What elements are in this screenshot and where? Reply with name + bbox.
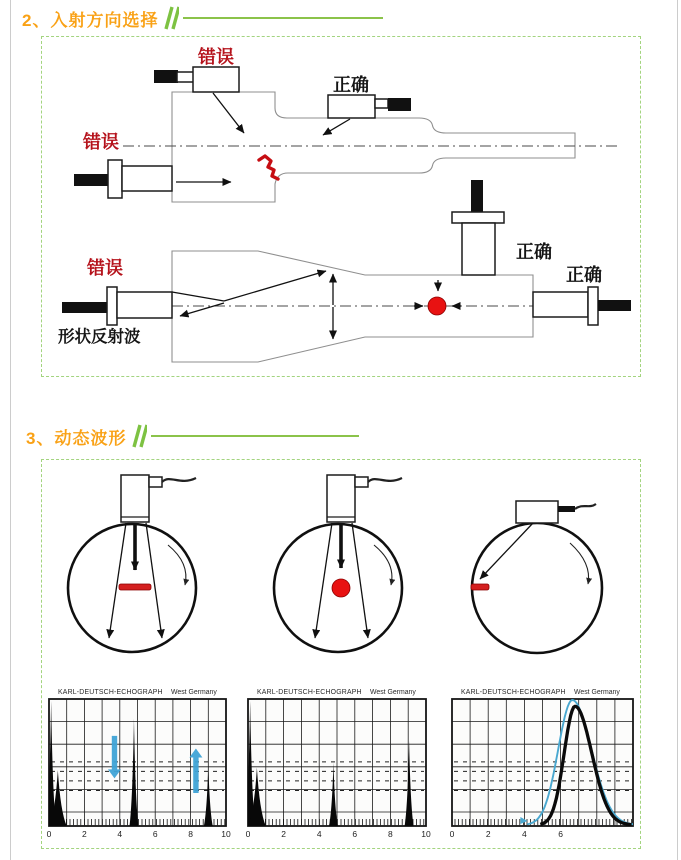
probe-flange [107,287,117,325]
rotation-arrow [570,543,589,584]
x-tick-label: 10 [421,829,431,839]
side-beam-right [352,523,368,638]
scope-origin-label: West Germany [370,689,416,696]
upper-shaft-diagram [74,46,617,202]
probe-cable [74,174,108,186]
probe-body [327,475,355,522]
x-tick-label: 10 [221,829,231,839]
defect-dot [428,297,446,315]
round-defect-dot [332,579,350,597]
label-correct-mid: 正确 [333,75,369,95]
probe-cable [471,180,483,213]
probe-connector [149,477,162,487]
label-wrong-lower: 错误 [87,258,123,278]
probe-cable-wire [368,478,402,482]
x-tick-label: 2 [281,829,286,839]
probe-top-wrong [154,67,239,92]
x-tick-label: 0 [46,829,52,839]
scope-origin-label: West Germany [574,689,620,696]
probe-body [328,95,375,118]
probe-cable [388,98,411,111]
x-tick-label: 6 [558,829,563,839]
probe-flange [588,287,598,325]
surface-defect-bar [471,584,489,590]
probe-cable-wire [162,478,196,482]
echograph-screen-2 [245,689,431,839]
probe-cable [598,300,631,311]
echograph-screen-1 [46,689,231,839]
probe-connector [375,99,388,108]
beam-arrow [323,119,350,135]
side-beam-left [315,523,332,638]
crack-defect [259,156,278,179]
scope-brand-label: KARL-DEUTSCH-ECHOGRAPH [58,689,163,696]
circle-specimen-3 [471,501,602,653]
scope-brand-label: KARL-DEUTSCH-ECHOGRAPH [461,689,566,696]
probe-body [122,166,172,191]
label-wrong-left: 错误 [83,132,119,152]
x-tick-label: 4 [522,829,527,839]
side-beam-left [109,523,126,638]
circle-specimen-2 [274,475,402,652]
x-tick-label: 2 [82,829,87,839]
section-2-title: 2、入射方向选择 [22,10,159,30]
echograph-screen-3 [450,689,636,839]
probe-cable-wire [575,504,596,509]
x-tick-label: 4 [316,829,322,839]
probe-body [516,501,558,523]
probe-vertical-correct [452,180,504,275]
probe-flange [452,212,504,223]
probe-left-wrong [74,160,172,198]
scope-origin-label: West Germany [171,689,217,696]
probe-cable [62,302,107,313]
x-tick-label: 0 [245,829,251,839]
x-tick-label: 6 [152,829,158,839]
x-tick-label: 6 [352,829,358,839]
specimen-circle [472,523,602,653]
x-tick-label: 8 [188,829,193,839]
probe-cable [558,506,575,512]
flat-defect-bar [119,584,151,590]
probe-left-lower-wrong [62,287,172,325]
probe-flange [108,160,122,198]
probe-body [117,292,172,318]
return-echo-arrow [180,303,224,316]
section-3-title: 3、动态波形 [26,428,127,448]
circle-specimen-1 [68,475,196,652]
probe-right-correct [533,287,631,325]
beam-arrow [213,93,244,133]
label-correct-vertical: 正确 [516,242,552,262]
x-tick-label: 8 [388,829,393,839]
probe-mid-correct [328,95,411,118]
probe-body [121,475,149,522]
label-wrong-top: 错误 [198,47,234,67]
probe-connector [355,477,368,487]
probe-body [462,223,495,275]
probe-connector [177,72,194,82]
reflection-arrow [224,271,326,301]
shape-reflection-label: 形状反射波 [58,328,141,346]
probe-body [533,292,588,317]
scope-brand-label: KARL-DEUTSCH-ECHOGRAPH [257,689,362,696]
side-beam-right [146,523,162,638]
label-correct-right: 正确 [566,265,602,285]
beam-line [172,292,224,301]
x-tick-label: 0 [449,829,455,839]
x-tick-label: 2 [485,829,491,839]
probe-body [193,67,239,92]
lower-shaft-diagram [58,180,631,362]
x-tick-label: 4 [117,829,123,839]
probe-cable [154,70,178,83]
